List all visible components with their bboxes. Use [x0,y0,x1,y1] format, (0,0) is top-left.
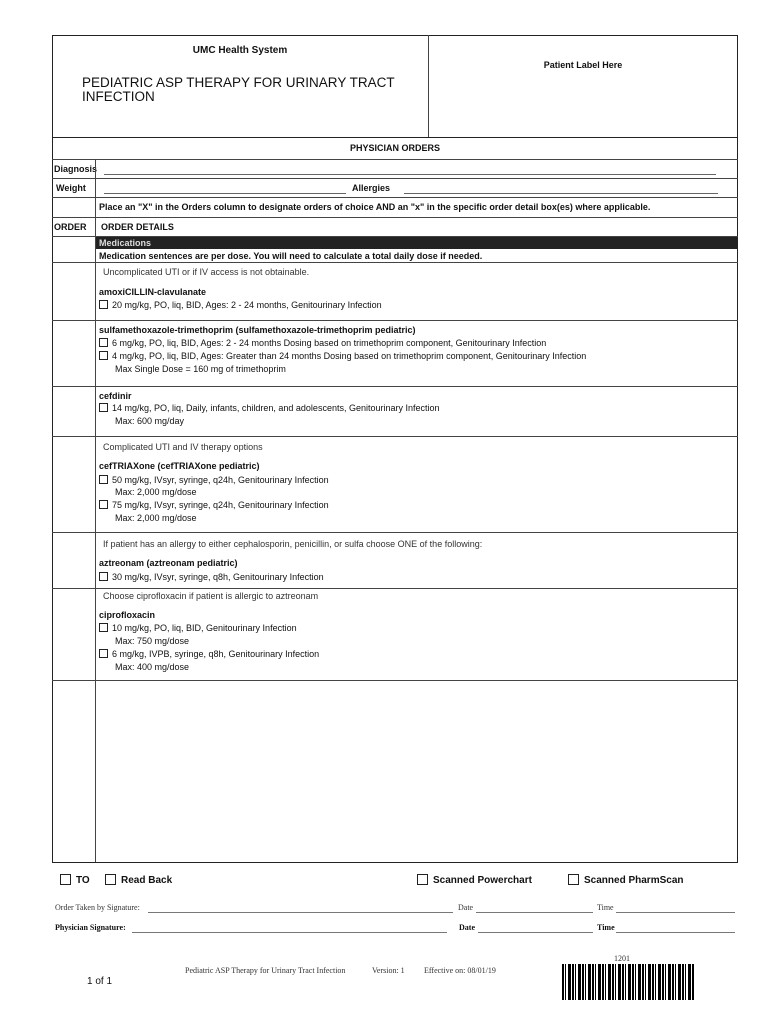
order-option[interactable]: 50 mg/kg, IVsyr, syringe, q24h, Genitourinary Infection [99,474,329,487]
max-dose-note: Max: 2,000 mg/dose [115,487,197,497]
date-label: Date [459,923,475,932]
order-taken-label: Order Taken by Signature: [55,903,140,912]
section-note: Choose ciprofloxacin if patient is allergic to aztreonam [103,591,319,601]
org-name: UMC Health System [192,45,288,56]
order-option[interactable]: 20 mg/kg, PO, liq, BID, Ages: 2 - 24 months, Genitourinary Infection [99,299,382,312]
form-title: PEDIATRIC ASP THERAPY FOR URINARY TRACT INFECTION [82,75,395,104]
physician-signature-label: Physician Signature: [55,923,126,932]
drug-name: sulfamethoxazole-trimethoprim (sulfamethoxazole-trimethoprim pediatric) [99,325,416,335]
checkbox[interactable] [99,351,108,360]
scanned-powerchart-checkbox[interactable]: Scanned Powerchart [417,874,532,886]
order-option[interactable]: 14 mg/kg, PO, liq, Daily, infants, children, and adolescents, Genitourinary Infection [99,402,440,415]
max-dose-note: Max: 400 mg/dose [115,662,190,672]
checkbox[interactable] [99,572,108,581]
order-details-header: ORDER DETAILS [101,222,174,232]
checkbox[interactable] [99,623,108,632]
drug-name: cefdinir [99,391,132,401]
diagnosis-field[interactable] [104,174,716,175]
order-taken-signature-field[interactable] [148,912,453,913]
to-checkbox[interactable]: TO [60,874,90,886]
patient-label: Patient Label Here [543,60,623,70]
order-option[interactable]: 6 mg/kg, IVPB, syringe, q8h, Genitourinary Infection [99,648,319,661]
order-taken-date-field[interactable] [476,912,593,913]
version: Version: 1 [372,966,405,975]
max-dose-note: Max Single Dose = 160 mg of trimethoprim [115,364,286,374]
weight-field[interactable] [104,193,346,194]
checkbox[interactable] [99,500,108,509]
physician-time-field[interactable] [616,932,735,933]
medication-note: Medication sentences are per dose. You will need to calculate a total daily dose if needed. [99,251,483,261]
order-option[interactable]: 30 mg/kg, IVsyr, syringe, q8h, Genitourinary Infection [99,571,324,584]
time-label: Time [597,903,614,912]
checkbox[interactable] [99,475,108,484]
effective-date: Effective on: 08/01/19 [424,966,496,975]
allergies-label: Allergies [352,183,391,193]
physician-orders-heading: PHYSICIAN ORDERS [349,143,440,153]
section-note: Complicated UTI and IV therapy options [103,442,263,452]
physician-date-field[interactable] [478,932,593,933]
diagnosis-label: Diagnosis [54,164,98,174]
read-back-checkbox[interactable]: Read Back [105,874,172,886]
barcode [562,964,694,1000]
order-column-header: ORDER [54,222,87,232]
allergies-field[interactable] [404,193,718,194]
drug-name: aztreonam (aztreonam pediatric) [99,558,238,568]
order-taken-time-field[interactable] [616,912,735,913]
date-label: Date [458,903,474,912]
divider [428,35,429,138]
order-option[interactable]: 4 mg/kg, PO, liq, BID, Ages: Greater than 24 months Dosing based on trimethoprim component, Genitourinary Infection [99,350,586,363]
order-option[interactable]: 75 mg/kg, IVsyr, syringe, q24h, Genitourinary Infection [99,499,329,512]
medications-bar [95,237,738,249]
checkbox[interactable] [99,338,108,347]
time-label: Time [597,923,615,932]
form-name: Pediatric ASP Therapy for Urinary Tract Infection [185,966,346,975]
max-dose-note: Max: 750 mg/dose [115,636,190,646]
physician-signature-field[interactable] [132,932,447,933]
max-dose-note: Max: 600 mg/day [115,416,185,426]
order-option[interactable]: 6 mg/kg, PO, liq, BID, Ages: 2 - 24 months Dosing based on trimethoprim component, Genitourinary Infection [99,337,546,350]
drug-name: amoxiCILLIN-clavulanate [99,287,207,297]
checkbox[interactable] [99,403,108,412]
order-option[interactable]: 10 mg/kg, PO, liq, BID, Genitourinary Infection [99,622,297,635]
weight-label: Weight [56,183,86,193]
section-note: If patient has an allergy to either cephalosporin, penicillin, or sulfa choose ONE of the following: [103,539,483,549]
drug-name: cefTRIAXone (cefTRIAXone pediatric) [99,461,260,471]
barcode-number: 1201 [614,954,630,963]
medications-heading: Medications [99,238,152,248]
section-note: Uncomplicated UTI or if IV access is not obtainable. [103,267,310,277]
checkbox[interactable] [99,649,108,658]
instruction-text: Place an "X" in the Orders column to designate orders of choice AND an "x" in the specific order detail box(es) where applicable. [99,202,651,212]
checkbox[interactable] [99,300,108,309]
scanned-pharmscan-checkbox[interactable]: Scanned PharmScan [568,874,683,886]
max-dose-note: Max: 2,000 mg/dose [115,513,197,523]
drug-name: ciprofloxacin [99,610,156,620]
page-number: 1 of 1 [87,976,113,987]
